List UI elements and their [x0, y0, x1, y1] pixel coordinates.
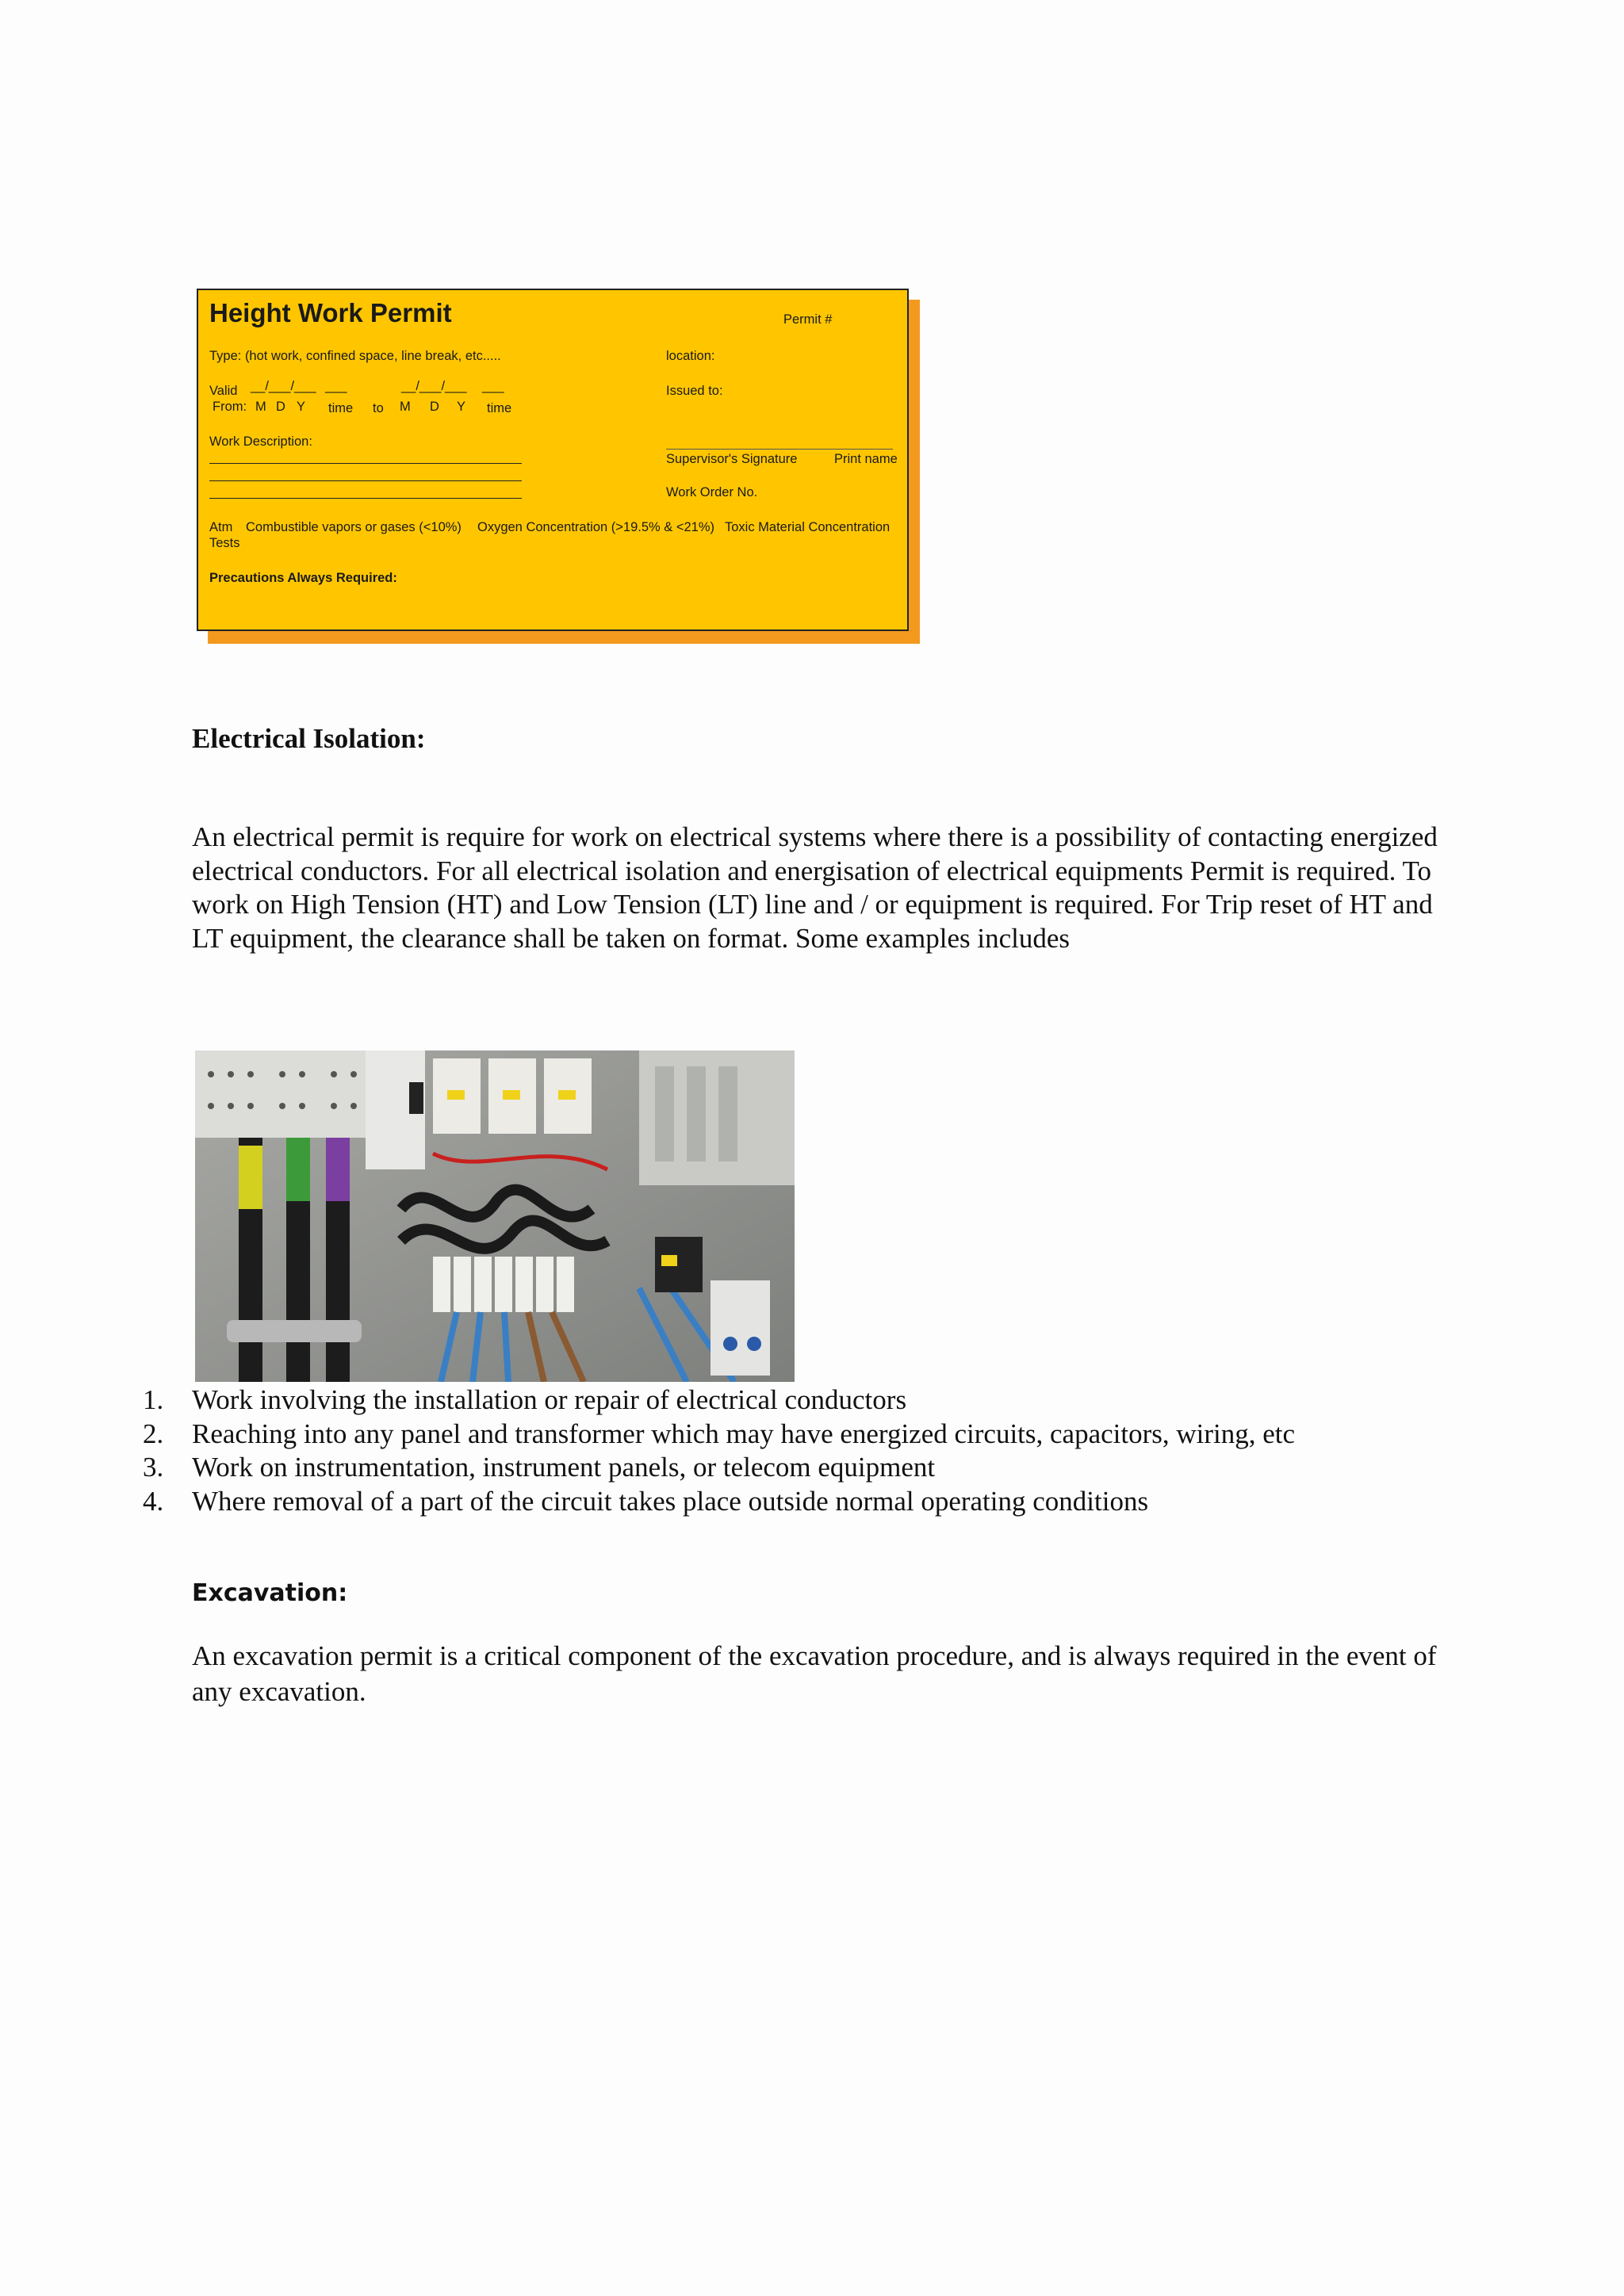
list-item — [135, 1451, 1295, 1485]
list-item-number: 1. — [143, 1384, 164, 1415]
print-name-label: Print name — [834, 452, 898, 466]
to-month-label: M — [400, 400, 411, 414]
list-item-text: Work involving the installation or repair of electrical conductors — [192, 1384, 907, 1415]
from-day-label: D — [276, 400, 285, 414]
height-work-permit-card — [197, 289, 920, 644]
permit-from-label: From: — [213, 400, 247, 414]
list-item-number: 4. — [143, 1485, 164, 1517]
list-item — [135, 1383, 1295, 1418]
list-item-text: Work on instrumentation, instrument panels, or telecom equipment — [192, 1452, 936, 1483]
tests-label: Tests — [209, 536, 240, 550]
list-item-number: 2. — [143, 1418, 164, 1449]
valid-from-time-blank: ___ — [325, 379, 347, 393]
toxic-material-label: Toxic Material Concentration — [725, 520, 891, 534]
list-item-text: Reaching into any panel and transformer which may have energized circuits, capacitors, wiring, etc — [192, 1418, 1296, 1449]
oxygen-concentration-label: Oxygen Concentration (>19.5% & <21%) — [477, 520, 715, 534]
to-time-label: time — [487, 401, 512, 415]
work-description-line-1 — [209, 463, 522, 464]
permit-title: Height Work Permit — [209, 298, 452, 327]
work-order-label: Work Order No. — [666, 485, 758, 499]
excavation-paragraph: An excavation permit is a critical component of the excavation procedure, and is always required in the event of any excavation. — [192, 1640, 1437, 1707]
supervisor-signature-line — [666, 449, 893, 450]
permit-form — [197, 289, 909, 631]
permit-location-label: location: — [666, 349, 715, 363]
permit-issued-to-label: Issued to: — [666, 384, 723, 398]
from-year-label: Y — [297, 400, 306, 414]
work-description-line-2 — [209, 480, 522, 481]
list-item-number: 3. — [143, 1452, 164, 1483]
permit-type-label: Type: (hot work, confined space, line break, etc..... — [209, 349, 501, 363]
to-year-label: Y — [457, 400, 466, 414]
permit-valid-label: Valid — [209, 384, 238, 398]
valid-to-time-blank: ___ — [482, 379, 504, 393]
electrical-isolation-paragraph: An electrical permit is require for work on electrical systems where there is a possibility of contacting energized electrical conductors. For all electrical isolation and energisation of electrical equipments Permit is required. To work on High Tension (HT) and Low Tension (LT) line and / or equipment is required. For Trip reset of HT and LT equipment, the clearance shall be taken on format. Some examples includes — [192, 821, 1438, 954]
permit-work-description-label: Work Description: — [209, 434, 312, 449]
atm-label: Atm — [209, 520, 233, 534]
list-item — [135, 1485, 1295, 1519]
from-time-label: time — [328, 401, 354, 415]
from-month-label: M — [255, 400, 266, 414]
list-item — [135, 1418, 1295, 1452]
permit-number-label: Permit # — [783, 312, 833, 327]
list-item-text: Where removal of a part of the circuit takes place outside normal operating conditions — [192, 1485, 1149, 1517]
electrical-isolation-heading: Electrical Isolation: — [192, 723, 426, 754]
supervisor-signature-label: Supervisor's Signature — [666, 452, 798, 466]
work-description-line-3 — [209, 498, 522, 499]
precautions-label: Precautions Always Required: — [209, 571, 397, 585]
to-day-label: D — [430, 400, 439, 414]
electrical-panel-photo — [195, 1050, 795, 1382]
valid-to-date-blank: __/___/___ — [401, 379, 467, 393]
combustible-vapors-label: Combustible vapors or gases (<10%) — [246, 520, 462, 534]
electrical-examples-list — [135, 1383, 1295, 1518]
valid-from-date-blank: __/___/___ — [251, 379, 316, 393]
excavation-heading: Excavation: — [192, 1579, 348, 1607]
permit-to-label: to — [373, 401, 384, 415]
